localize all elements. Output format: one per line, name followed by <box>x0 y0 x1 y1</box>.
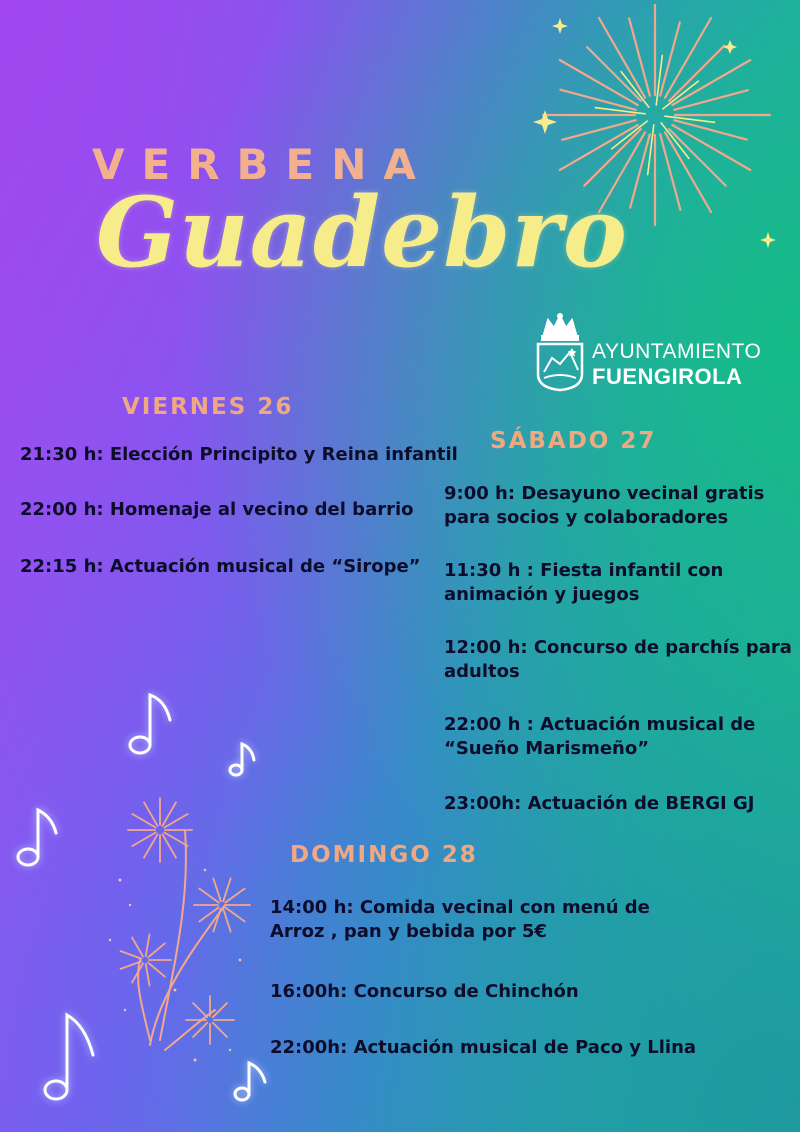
logo-line2: FUENGIROLA <box>592 364 743 389</box>
event-viernes-1: 21:30 h: Elección Principito y Reina infantil <box>20 444 458 465</box>
event-line: 16:00h: Concurso de Chinchón <box>270 981 579 1002</box>
event-sabado-3 <box>444 636 792 684</box>
event-line: adultos <box>444 661 520 682</box>
event-sabado-2 <box>444 559 723 607</box>
event-line: 14:00 h: Comida vecinal con menú de <box>270 897 650 918</box>
event-line: 11:30 h : Fiesta infantil con <box>444 560 724 581</box>
event-line: 9:00 h: Desayuno vecinal gratis <box>444 483 765 504</box>
day-heading-sabado: SÁBADO 27 <box>490 428 657 454</box>
title-guadebro: Guadebro <box>96 176 628 289</box>
fuengirola-shield-icon <box>534 312 586 392</box>
event-sabado-4 <box>444 713 755 761</box>
event-viernes-3: 22:15 h: Actuación musical de “Sirope” <box>20 556 421 577</box>
event-line: 22:00 h : Actuación musical de <box>444 714 756 735</box>
event-sabado-1 <box>444 482 764 530</box>
event-line: para socios y colaboradores <box>444 507 729 528</box>
day-heading-domingo: DOMINGO 28 <box>290 842 478 868</box>
title-verbena: VERBENA <box>92 140 433 189</box>
event-line: Arroz , pan y bebida por 5€ <box>270 921 547 942</box>
event-sabado-5 <box>444 792 754 816</box>
event-viernes-2: 22:00 h: Homenaje al vecino del barrio <box>20 499 414 520</box>
day-heading-viernes: VIERNES 26 <box>122 394 294 420</box>
logo-line1: AYUNTAMIENTO <box>592 340 762 363</box>
event-domingo-1 <box>270 896 650 944</box>
event-line: 22:00h: Actuación musical de Paco y Llina <box>270 1037 697 1058</box>
event-line: “Sueño Marismeño” <box>444 738 650 759</box>
ayuntamiento-logo <box>534 312 764 392</box>
event-line: 23:00h: Actuación de BERGI GJ <box>444 793 755 814</box>
event-line: 12:00 h: Concurso de parchís para <box>444 637 792 658</box>
event-domingo-2 <box>270 980 579 1004</box>
event-line: animación y juegos <box>444 584 640 605</box>
event-domingo-3 <box>270 1036 696 1060</box>
